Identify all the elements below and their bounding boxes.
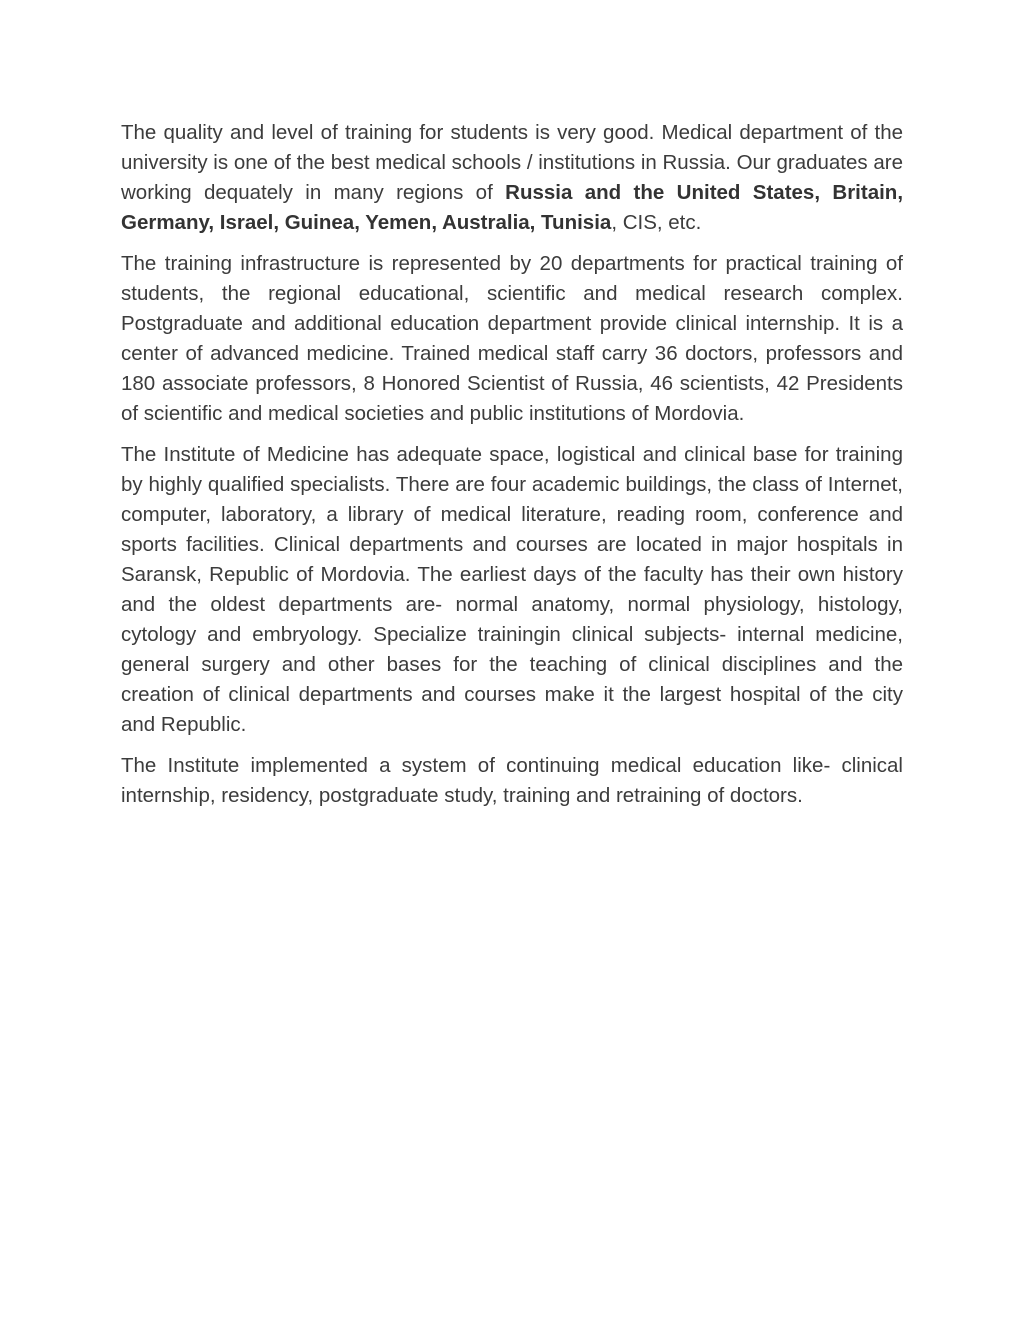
paragraph-continuing-education: The Institute implemented a system of continuing medical education like- clinical internship, residency, postgraduate study, training and retraining of doctors.	[121, 754, 903, 807]
document-body	[121, 118, 903, 822]
paragraph-graduates-text: The quality and level of training for students is very good. Medical department of the university is one of the best medical schools / institutions in Russia. Our graduates are working dequately in many regions of	[121, 121, 903, 204]
paragraph-infrastructure: The training infrastructure is represented by 20 departments for practical training of students, the regional educational, scientific and medical research complex. Postgraduate and additional education department provide clinical internship. It is a center of advanced medicine. Trained medical staff carry 36 doctors, professors and 180 associate professors, 8 Honored Scientist of Russia, 46 scientists, 42 Presidents of scientific and medical societies and public institutions of Mordovia.	[121, 252, 903, 425]
paragraph-graduates-countries: Russia and the United States, Britain, Germany, Israel, Guinea, Yemen, Australia, Tunisia	[121, 181, 904, 234]
paragraph-institute-facilities: The Institute of Medicine has adequate space, logistical and clinical base for training by highly qualified specialists. There are four academic buildings, the class of Internet, computer, laboratory, a library of medical literature, reading room, conference and sports facilities. Clinical departments and courses are located in major hospitals in Saransk, Republic of Mordovia. The earliest days of the faculty has their own history and the oldest departments are- normal anatomy, normal physiology, histology, cytology and embryology. Specialize trainingin clinical subjects- internal medicine, general surgery and other bases for the teaching of clinical disciplines and the creation of clinical departments and courses make it the largest hospital of the city and Republic.	[121, 443, 903, 736]
paragraph-graduates-tail: , CIS, etc.	[611, 211, 702, 234]
paragraph-graduates	[121, 118, 903, 238]
